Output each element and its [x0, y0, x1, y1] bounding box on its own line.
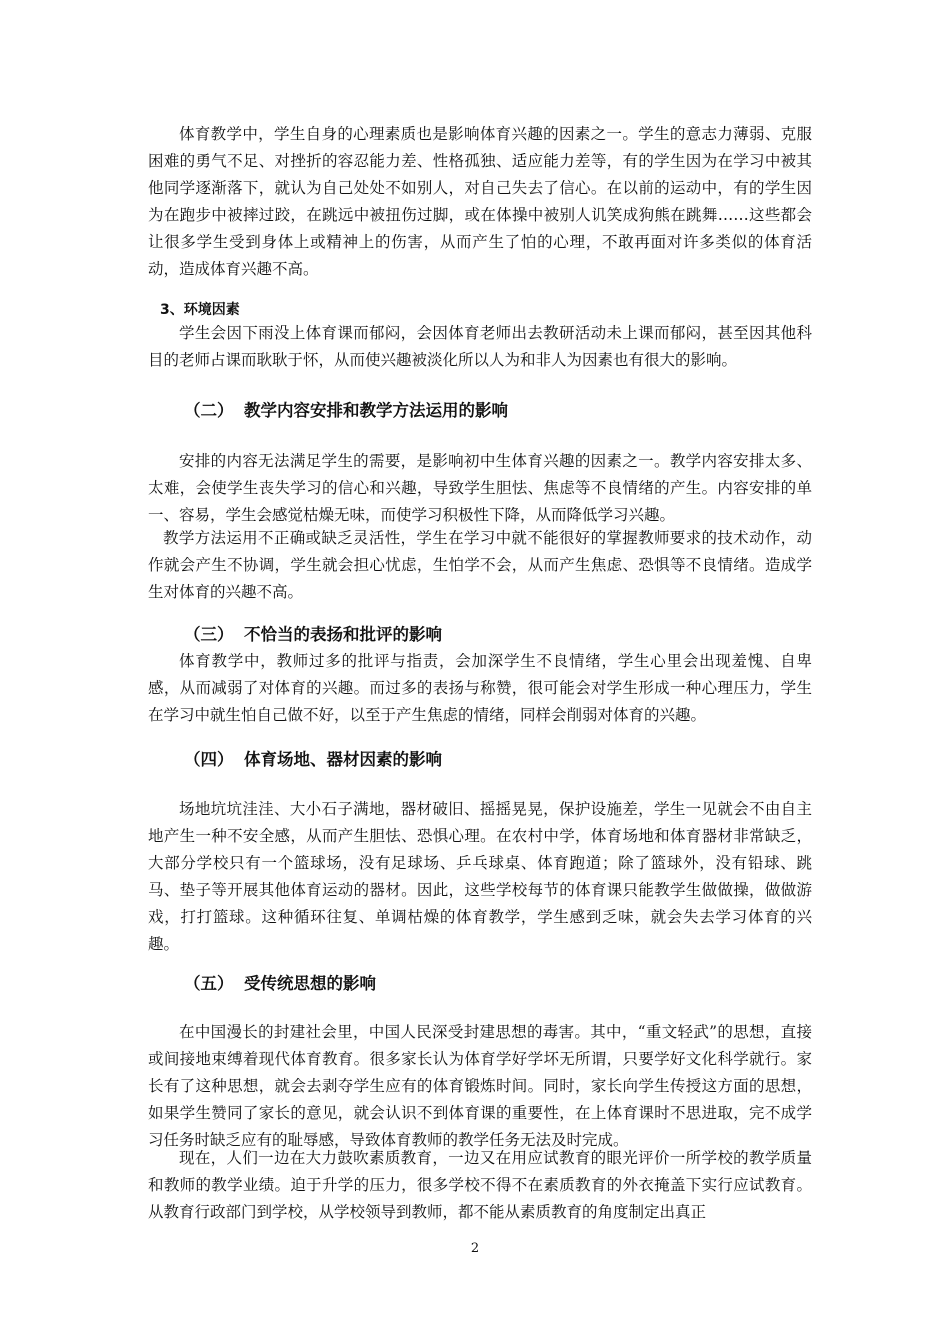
- section-heading-3: [184, 622, 442, 648]
- paragraph-psychological-factors: 体育教学中，学生自身的心理素质也是影响体育兴趣的因素之一。学生的意志力薄弱、克服困难的勇气不足、对挫折的容忍能力差、性格孤独、适应能力差等，有的学生因为在学习中被其他同学逐渐落下，就认为自己处处不如别人，对自己失去了信心。在以前的运动中，有的学生因为在跑步中被摔过跤，在跳远中被扭伤过脚，或在体操中被别人讥笑成狗熊在跳舞……这些都会让很多学生受到身体上或精神上的伤害，从而产生了怕的心理，不敢再面对许多类似的体育活动，造成体育兴趣不高。: [148, 125, 812, 278]
- section-title-2: 教学内容安排和教学方法运用的影响: [244, 401, 508, 420]
- section-title-3: 不恰当的表扬和批评的影响: [244, 625, 442, 644]
- paragraph-traditional-thinking: 在中国漫长的封建社会里，中国人民深受封建思想的毒害。其中，“重文轻武”的思想，直接或间接地束缚着现代体育教育。很多家长认为体育学好学坏无所谓，只要学好文化科学就行。家长有了这种思想，就会去剥夺学生应有的体育锻炼时间。同时，家长向学生传授这方面的思想，如果学生赞同了家长的意见，就会认识不到体育课的重要性，在上体育课时不思进取，完不成学习任务时缺乏应有的耻辱感，导致体育教师的教学任务无法及时完成。: [148, 1023, 812, 1149]
- paragraph-teaching-content: 安排的内容无法满足学生的需要，是影响初中生体育兴趣的因素之一。教学内容安排太多、太难，会使学生丧失学习的信心和兴趣，导致学生胆怯、焦虑等不良情绪的产生。内容安排的单一、容易，学生会感觉枯燥无味，而使学习积极性下降，从而降低学习兴趣。: [148, 452, 812, 524]
- paragraph-venue-equipment: 场地坑坑洼洼、大小石子满地，器材破旧、摇摇晃晃，保护设施差，学生一见就会不由自主地产生一种不安全感，从而产生胆怯、恐惧心理。在农村中学，体育场地和体育器材非常缺乏，大部分学校只有一个篮球场，没有足球场、乒乓球桌、体育跑道；除了篮球外，没有铅球、跳马、垫子等开展其他体育运动的器材。因此，这些学校每节的体育课只能教学生做做操，做做游戏，打打篮球。这种循环往复、单调枯燥的体育教学，学生感到乏味，就会失去学习体育的兴趣。: [148, 800, 812, 953]
- section-number-4: （四）: [184, 750, 234, 769]
- section-title-5: 受传统思想的影响: [244, 974, 376, 993]
- paragraph-exam-oriented: 现在，人们一边在大力鼓吹素质教育，一边又在用应试教育的眼光评价一所学校的教学质量和教师的教学业绩。迫于升学的压力，很多学校不得不在素质教育的外衣掩盖下实行应试教育。从教育行政部门到学校，从学校领导到教师，都不能从素质教育的角度制定出真正: [148, 1149, 812, 1221]
- section-heading-5: [184, 971, 376, 997]
- section-heading-2: [184, 398, 508, 424]
- paragraph-environment-factors: 学生会因下雨没上体育课而郁闷，会因体育老师出去教研活动未上课而郁闷，甚至因其他科目的老师占课而耿耿于怀，从而使兴趣被淡化所以人为和非人为因素也有很大的影响。: [148, 324, 812, 369]
- section-title-4: 体育场地、器材因素的影响: [244, 750, 442, 769]
- section-heading-4: [184, 747, 442, 773]
- section-number-5: （五）: [184, 974, 234, 993]
- paragraph-praise-criticism: 体育教学中，教师过多的批评与指责，会加深学生不良情绪，学生心里会出现羞愧、自卑感，从而减弱了对体育的兴趣。而过多的表扬与称赞，很可能会对学生形成一种心理压力，学生在学习中就生怕自己做不好，以至于产生焦虑的情绪，同样会削弱对体育的兴趣。: [148, 652, 812, 724]
- subheading-environment-factors: 3、环境因素: [160, 302, 240, 318]
- paragraph-teaching-method: 教学方法运用不正确或缺乏灵活性，学生在学习中就不能很好的掌握教师要求的技术动作，动作就会产生不协调，学生就会担心忧虑，生怕学不会，从而产生焦虑、恐惧等不良情绪。造成学生对体育的兴趣不高。: [148, 529, 812, 601]
- section-number-2: （二）: [184, 401, 234, 420]
- page-number: 2: [470, 1241, 480, 1256]
- section-number-3: （三）: [184, 625, 234, 644]
